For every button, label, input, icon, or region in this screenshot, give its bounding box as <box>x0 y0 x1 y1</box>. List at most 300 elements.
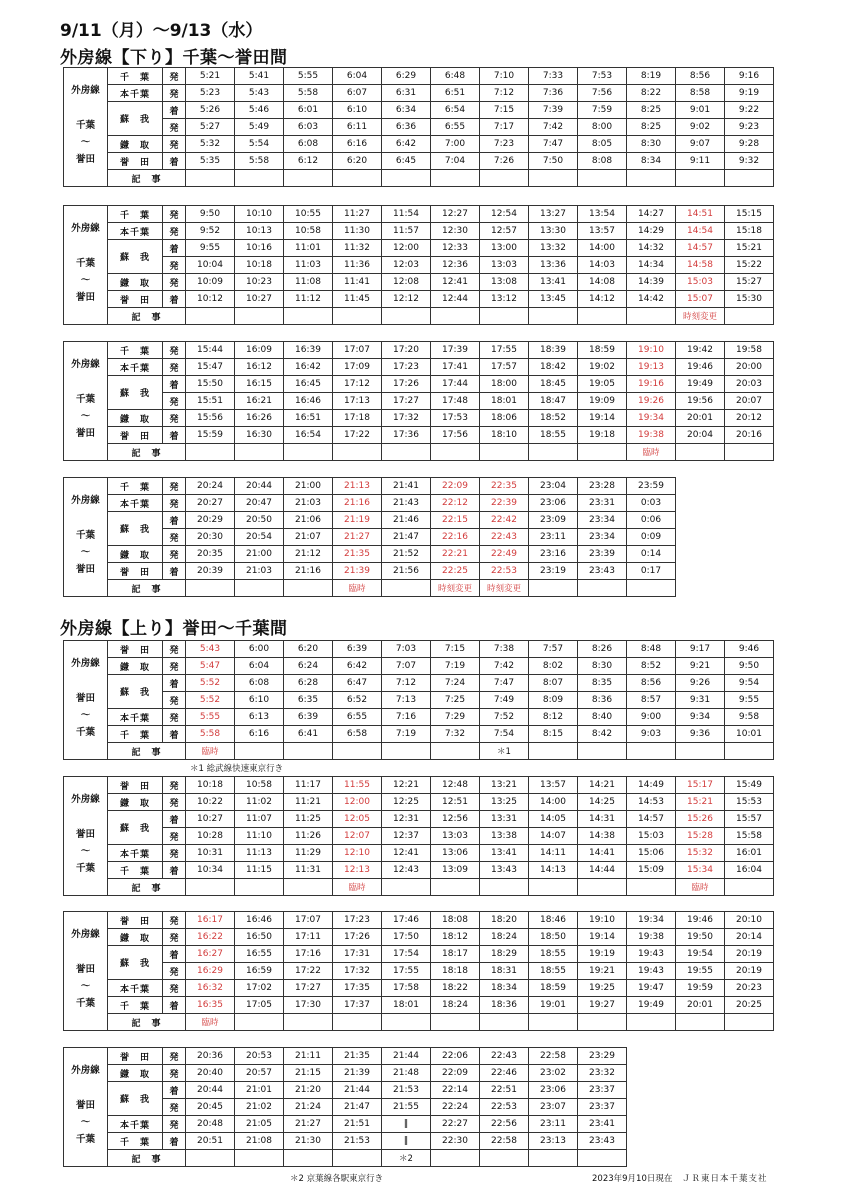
time-cell: 9:58 <box>725 709 774 726</box>
time-cell: 18:36 <box>480 997 529 1014</box>
time-cell: 22:14 <box>431 1082 480 1099</box>
time-cell: 7:12 <box>382 675 431 692</box>
time-cell: 7:13 <box>382 692 431 709</box>
note-cell <box>480 1150 529 1167</box>
time-cell: 19:43 <box>627 946 676 963</box>
time-cell: 8:15 <box>529 726 578 743</box>
time-cell: 18:59 <box>578 342 627 359</box>
time-cell: 9:19 <box>725 85 774 102</box>
time-cell: 19:13 <box>627 359 676 376</box>
time-cell: 6:00 <box>235 641 284 658</box>
time-cell: 5:23 <box>186 85 235 102</box>
time-cell: 21:48 <box>382 1065 431 1082</box>
time-cell: 11:45 <box>333 291 382 308</box>
line-name: 外房線 <box>71 929 100 940</box>
time-cell: 14:11 <box>529 845 578 862</box>
time-cell: 8:00 <box>578 119 627 136</box>
table-row <box>64 777 774 794</box>
time-cell: 13:08 <box>480 274 529 291</box>
time-cell: 15:27 <box>725 274 774 291</box>
time-cell: 12:05 <box>333 811 382 828</box>
time-cell: 21:35 <box>333 1048 382 1065</box>
time-cell: 21:19 <box>333 512 382 529</box>
time-cell: 17:54 <box>382 946 431 963</box>
time-cell: 9:31 <box>676 692 725 709</box>
time-cell: 18:24 <box>431 997 480 1014</box>
note-cell <box>235 1150 284 1167</box>
time-cell: 23:59 <box>627 478 676 495</box>
time-cell: 20:25 <box>725 997 774 1014</box>
note-cell: 臨時 <box>333 879 382 896</box>
time-cell: 16:54 <box>284 427 333 444</box>
time-cell: 15:21 <box>676 794 725 811</box>
station-name: 誉 田 <box>108 777 163 794</box>
notes-row <box>64 580 676 597</box>
time-cell: 19:49 <box>627 997 676 1014</box>
time-cell: 5:46 <box>235 102 284 119</box>
time-cell: 7:07 <box>382 658 431 675</box>
time-cell: 15:59 <box>186 427 235 444</box>
note-cell <box>529 1014 578 1031</box>
time-cell: 5:54 <box>235 136 284 153</box>
time-cell: 10:13 <box>235 223 284 240</box>
time-cell: 6:41 <box>284 726 333 743</box>
time-cell: 10:58 <box>235 777 284 794</box>
time-cell: 17:36 <box>382 427 431 444</box>
section-title-up: 外房線【上り】誉田～千葉間 <box>60 619 288 639</box>
time-cell: 21:27 <box>284 1116 333 1133</box>
station-name: 誉 田 <box>108 1048 163 1065</box>
time-cell: 23:43 <box>578 563 627 580</box>
route-label: ～ <box>80 137 91 148</box>
note-cell: 臨時 <box>627 444 676 461</box>
note-cell <box>382 1014 431 1031</box>
time-cell: 16:46 <box>235 912 284 929</box>
time-cell: 12:00 <box>382 240 431 257</box>
time-cell: 9:50 <box>186 206 235 223</box>
notes-row-label: 記 事 <box>108 879 186 896</box>
time-cell: 10:01 <box>725 726 774 743</box>
time-cell: 21:47 <box>333 1099 382 1116</box>
route-label: 誉田 <box>75 1100 95 1111</box>
note-cell: 時刻変更 <box>676 308 725 325</box>
note-cell <box>480 879 529 896</box>
publisher: ＪＲ東日本千葉支社 <box>682 1174 768 1184</box>
time-cell: 10:28 <box>186 828 235 845</box>
time-cell: 20:01 <box>676 410 725 427</box>
time-cell: 11:41 <box>333 274 382 291</box>
note-cell <box>578 743 627 760</box>
time-cell: 19:46 <box>676 359 725 376</box>
timetable-up-4 <box>63 1047 627 1167</box>
time-cell: 12:07 <box>333 828 382 845</box>
time-cell: 22:43 <box>480 1048 529 1065</box>
time-cell: 20:19 <box>725 963 774 980</box>
time-cell: 21:35 <box>333 546 382 563</box>
time-cell: 21:39 <box>333 1065 382 1082</box>
time-cell: 13:27 <box>529 206 578 223</box>
notes-row <box>64 743 774 760</box>
time-cell: 22:12 <box>431 495 480 512</box>
station-name: 蘇 我 <box>108 240 163 274</box>
arr-dep-marker: 着 <box>163 1133 186 1150</box>
time-cell: 20:45 <box>186 1099 235 1116</box>
time-cell: 7:57 <box>529 641 578 658</box>
time-cell: 17:55 <box>382 963 431 980</box>
time-cell: 21:55 <box>382 1099 431 1116</box>
time-cell: 14:25 <box>578 794 627 811</box>
time-cell: 21:39 <box>333 563 382 580</box>
time-cell: 17:23 <box>382 359 431 376</box>
time-cell: 11:36 <box>333 257 382 274</box>
time-cell: 17:07 <box>284 912 333 929</box>
note-cell <box>333 1014 382 1031</box>
route-label: ～ <box>80 981 91 992</box>
time-cell: 21:08 <box>235 1133 284 1150</box>
timetable-up-2 <box>63 776 774 896</box>
time-cell: 18:18 <box>431 963 480 980</box>
time-cell: 9:16 <box>725 68 774 85</box>
time-cell: 21:47 <box>382 529 431 546</box>
time-cell: 10:09 <box>186 274 235 291</box>
arr-dep-marker: 発 <box>163 929 186 946</box>
time-cell: 18:29 <box>480 946 529 963</box>
station-name: 誉 田 <box>108 153 163 170</box>
time-cell: 17:11 <box>284 929 333 946</box>
time-cell: 6:04 <box>333 68 382 85</box>
table-row <box>64 692 774 709</box>
station-name: 千 葉 <box>108 726 163 743</box>
note-cell <box>186 879 235 896</box>
time-cell: 17:12 <box>333 376 382 393</box>
time-cell: 22:25 <box>431 563 480 580</box>
time-cell: 20:53 <box>235 1048 284 1065</box>
time-cell: 18:08 <box>431 912 480 929</box>
time-cell: 19:18 <box>578 427 627 444</box>
route-label: ～ <box>80 275 91 286</box>
station-name: 千 葉 <box>108 206 163 223</box>
arr-dep-marker: 発 <box>163 912 186 929</box>
note-cell <box>333 444 382 461</box>
time-cell: 9:11 <box>676 153 725 170</box>
time-cell: 14:12 <box>578 291 627 308</box>
note-cell: ＊1 <box>480 743 529 760</box>
time-cell: 8:56 <box>676 68 725 85</box>
time-cell: 7:23 <box>480 136 529 153</box>
time-cell: 11:15 <box>235 862 284 879</box>
time-cell: 7:04 <box>431 153 480 170</box>
time-cell: 21:15 <box>284 1065 333 1082</box>
time-cell: 21:01 <box>235 1082 284 1099</box>
note-cell <box>186 308 235 325</box>
time-cell: 18:31 <box>480 963 529 980</box>
note-cell <box>333 170 382 187</box>
note-cell <box>284 444 333 461</box>
time-cell: 8:52 <box>627 658 676 675</box>
time-cell: 6:16 <box>235 726 284 743</box>
time-cell: 11:17 <box>284 777 333 794</box>
time-cell: 10:18 <box>186 777 235 794</box>
time-cell: 7:15 <box>431 641 480 658</box>
time-cell: 20:47 <box>235 495 284 512</box>
note-cell <box>431 879 480 896</box>
station-name: 鎌 取 <box>108 546 163 563</box>
time-cell: 11:55 <box>333 777 382 794</box>
station-name: 誉 田 <box>108 912 163 929</box>
time-cell: 9:50 <box>725 658 774 675</box>
arr-dep-marker: 着 <box>163 240 186 257</box>
time-cell: 20:44 <box>235 478 284 495</box>
route-label: 千葉 <box>75 120 95 131</box>
note-cell <box>627 580 676 597</box>
time-cell: 19:10 <box>578 912 627 929</box>
time-cell: 7:36 <box>529 85 578 102</box>
time-cell: 19:38 <box>627 929 676 946</box>
time-cell: 15:28 <box>676 828 725 845</box>
arr-dep-marker: 着 <box>163 675 186 692</box>
time-cell: 15:18 <box>725 223 774 240</box>
time-cell: 20:27 <box>186 495 235 512</box>
time-cell: 9:26 <box>676 675 725 692</box>
table-row <box>64 929 774 946</box>
time-cell: 14:58 <box>676 257 725 274</box>
time-cell: 21:13 <box>333 478 382 495</box>
table-row <box>64 563 676 580</box>
time-cell: 8:40 <box>578 709 627 726</box>
note-cell <box>431 444 480 461</box>
time-cell: 20:12 <box>725 410 774 427</box>
notes-row <box>64 1014 774 1031</box>
station-name: 鎌 取 <box>108 794 163 811</box>
time-cell: 7:15 <box>480 102 529 119</box>
time-cell: 16:42 <box>284 359 333 376</box>
time-cell: 7:16 <box>382 709 431 726</box>
time-cell: 21:24 <box>284 1099 333 1116</box>
time-cell: 10:16 <box>235 240 284 257</box>
time-cell: 21:11 <box>284 1048 333 1065</box>
time-cell: 15:22 <box>725 257 774 274</box>
time-cell: 18:10 <box>480 427 529 444</box>
time-cell: 18:59 <box>529 980 578 997</box>
table-row <box>64 376 774 393</box>
note-cell <box>529 580 578 597</box>
time-cell: 0:14 <box>627 546 676 563</box>
time-cell: 21:06 <box>284 512 333 529</box>
note-cell <box>284 743 333 760</box>
route-label: 誉田 <box>75 829 95 840</box>
route-label: ～ <box>80 411 91 422</box>
note-cell <box>235 580 284 597</box>
time-cell: 20:35 <box>186 546 235 563</box>
note-cell <box>431 170 480 187</box>
time-cell: 18:17 <box>431 946 480 963</box>
time-cell: 12:27 <box>431 206 480 223</box>
time-cell: 17:02 <box>235 980 284 997</box>
station-name: 鎌 取 <box>108 410 163 427</box>
time-cell: 15:30 <box>725 291 774 308</box>
station-name: 誉 田 <box>108 291 163 308</box>
time-cell: 11:32 <box>333 240 382 257</box>
time-cell: 10:27 <box>186 811 235 828</box>
time-cell: 17:05 <box>235 997 284 1014</box>
route-label: 誉田 <box>75 428 95 439</box>
note-cell <box>529 743 578 760</box>
time-cell: 14:41 <box>578 845 627 862</box>
time-cell: 22:43 <box>480 529 529 546</box>
time-cell: 18:01 <box>480 393 529 410</box>
station-name: 本千葉 <box>108 845 163 862</box>
time-cell: 14:05 <box>529 811 578 828</box>
arr-dep-marker: 発 <box>163 980 186 997</box>
station-name: 本千葉 <box>108 1116 163 1133</box>
time-cell: 21:56 <box>382 563 431 580</box>
time-cell: 6:29 <box>382 68 431 85</box>
table-row <box>64 342 774 359</box>
time-cell: 19:27 <box>578 997 627 1014</box>
time-cell: 14:27 <box>627 206 676 223</box>
time-cell: 13:41 <box>480 845 529 862</box>
time-cell: 11:25 <box>284 811 333 828</box>
time-cell: 20:30 <box>186 529 235 546</box>
arr-dep-marker: 発 <box>163 274 186 291</box>
time-cell: 15:49 <box>725 777 774 794</box>
station-name: 鎌 取 <box>108 1065 163 1082</box>
time-cell: 11:29 <box>284 845 333 862</box>
station-name: 蘇 我 <box>108 946 163 980</box>
time-cell: 0:09 <box>627 529 676 546</box>
table-row <box>64 206 774 223</box>
arr-dep-marker: 発 <box>163 1099 186 1116</box>
time-cell: 13:43 <box>480 862 529 879</box>
date-range: 9/11（月）～9/13（水） <box>60 21 263 41</box>
time-cell: 15:17 <box>676 777 725 794</box>
route-label: 千葉 <box>75 1134 95 1145</box>
arr-dep-marker: 発 <box>163 410 186 427</box>
time-cell: 5:43 <box>235 85 284 102</box>
time-cell: 17:22 <box>284 963 333 980</box>
time-cell: 6:36 <box>382 119 431 136</box>
time-cell: 8:58 <box>676 85 725 102</box>
time-cell: 8:30 <box>627 136 676 153</box>
time-cell: 19:25 <box>578 980 627 997</box>
table-row <box>64 85 774 102</box>
route-label: 千葉 <box>75 863 95 874</box>
time-cell: 19:50 <box>676 929 725 946</box>
table-row <box>64 726 774 743</box>
time-cell: 8:07 <box>529 675 578 692</box>
route-label: 千葉 <box>75 998 95 1009</box>
time-cell: 13:06 <box>431 845 480 862</box>
time-cell: 15:21 <box>725 240 774 257</box>
time-cell: 8:34 <box>627 153 676 170</box>
arr-dep-marker: 発 <box>163 136 186 153</box>
note-cell <box>284 1014 333 1031</box>
time-cell: 18:55 <box>529 963 578 980</box>
time-cell: 6:42 <box>382 136 431 153</box>
time-cell: 15:03 <box>627 828 676 845</box>
time-cell: 6:58 <box>333 726 382 743</box>
note-cell <box>627 879 676 896</box>
time-cell: 0:06 <box>627 512 676 529</box>
time-cell: 11:21 <box>284 794 333 811</box>
time-cell: 13:03 <box>431 828 480 845</box>
time-cell: 18:20 <box>480 912 529 929</box>
time-cell: 19:21 <box>578 963 627 980</box>
time-cell: 20:51 <box>186 1133 235 1150</box>
line-route-label <box>64 206 108 325</box>
time-cell: 17:46 <box>382 912 431 929</box>
arr-dep-marker: 発 <box>163 641 186 658</box>
time-cell: 10:04 <box>186 257 235 274</box>
time-cell: 23:07 <box>529 1099 578 1116</box>
time-cell: 23:37 <box>578 1099 627 1116</box>
line-name: 外房線 <box>71 658 100 669</box>
time-cell: 9:55 <box>725 692 774 709</box>
note-cell <box>725 879 774 896</box>
time-cell: 18:12 <box>431 929 480 946</box>
time-cell: 6:35 <box>284 692 333 709</box>
table-row <box>64 512 676 529</box>
note-cell <box>284 879 333 896</box>
time-cell: 21:30 <box>284 1133 333 1150</box>
time-cell: 17:41 <box>431 359 480 376</box>
time-cell: 16:35 <box>186 997 235 1014</box>
time-cell: 5:26 <box>186 102 235 119</box>
arr-dep-marker: 着 <box>163 102 186 119</box>
time-cell: 12:36 <box>431 257 480 274</box>
note-cell: 臨時 <box>186 1014 235 1031</box>
time-cell: 16:55 <box>235 946 284 963</box>
station-name: 本千葉 <box>108 495 163 512</box>
time-cell: 6:45 <box>382 153 431 170</box>
time-cell: 12:37 <box>382 828 431 845</box>
note-cell <box>235 444 284 461</box>
time-cell: 7:24 <box>431 675 480 692</box>
time-cell: 14:57 <box>676 240 725 257</box>
note-cell <box>676 743 725 760</box>
time-cell: 20:50 <box>235 512 284 529</box>
time-cell: 21:03 <box>235 563 284 580</box>
time-cell: 20:54 <box>235 529 284 546</box>
time-cell: 20:10 <box>725 912 774 929</box>
note-cell <box>676 444 725 461</box>
time-cell: 9:22 <box>725 102 774 119</box>
time-cell: 17:48 <box>431 393 480 410</box>
time-cell: 17:39 <box>431 342 480 359</box>
time-cell: 7:47 <box>480 675 529 692</box>
time-cell: 9:00 <box>627 709 676 726</box>
time-cell: 10:10 <box>235 206 284 223</box>
time-cell: 14:13 <box>529 862 578 879</box>
time-cell: 15:03 <box>676 274 725 291</box>
time-cell: 15:32 <box>676 845 725 862</box>
time-cell: 12:33 <box>431 240 480 257</box>
route-label: 千葉 <box>75 394 95 405</box>
time-cell: 16:39 <box>284 342 333 359</box>
time-cell: 15:44 <box>186 342 235 359</box>
time-cell: 15:26 <box>676 811 725 828</box>
time-cell: 23:19 <box>529 563 578 580</box>
arr-dep-marker: 着 <box>163 291 186 308</box>
time-cell: 6:01 <box>284 102 333 119</box>
time-cell: 13:03 <box>480 257 529 274</box>
arr-dep-marker: 着 <box>163 427 186 444</box>
time-cell: 14:32 <box>627 240 676 257</box>
arr-dep-marker: 発 <box>163 1048 186 1065</box>
time-cell: 23:04 <box>529 478 578 495</box>
time-cell: 6:24 <box>284 658 333 675</box>
time-cell: 23:09 <box>529 512 578 529</box>
